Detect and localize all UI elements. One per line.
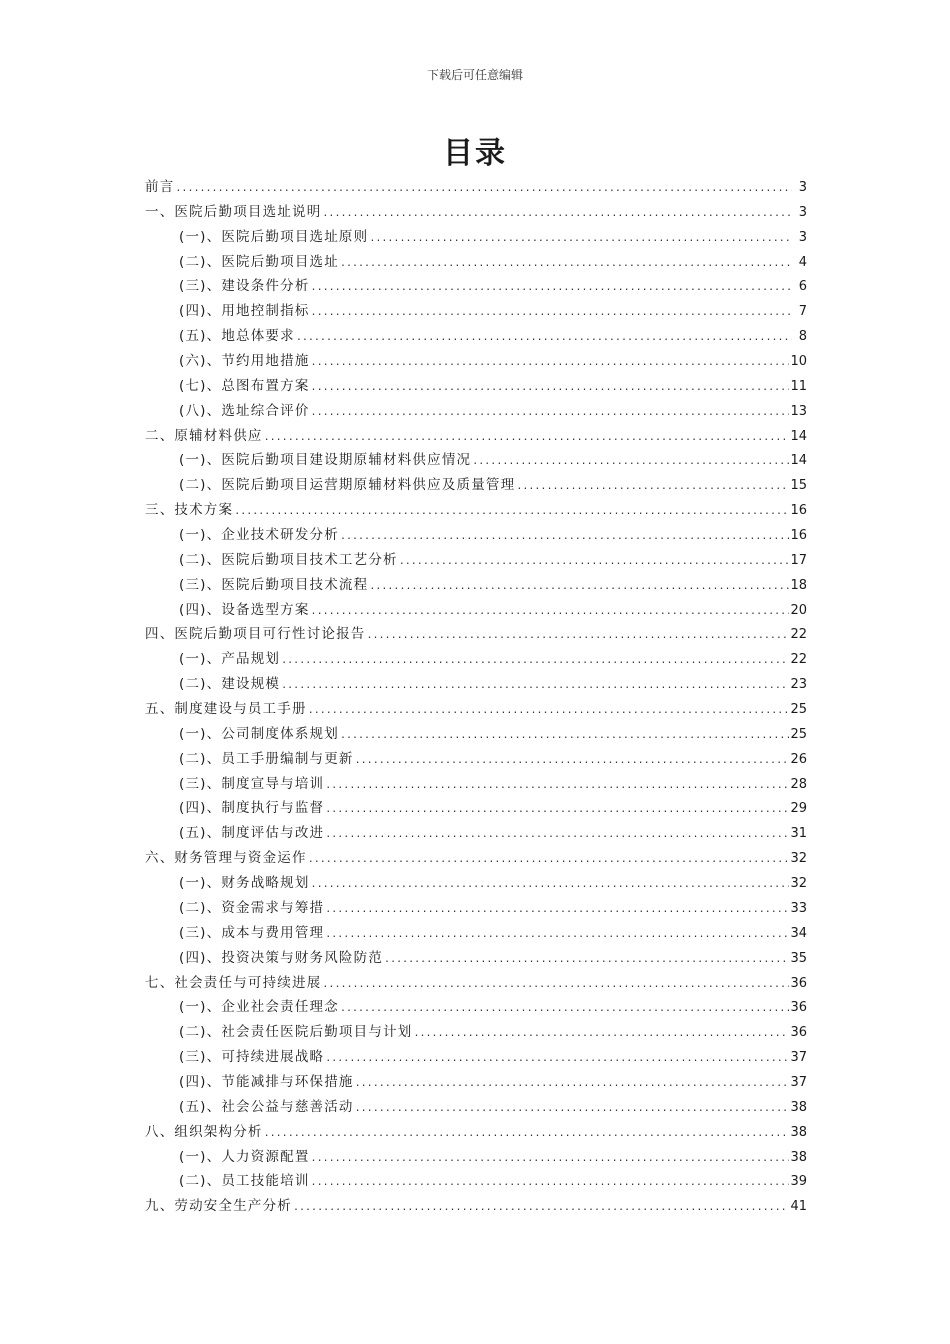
- toc-entry[interactable]: [145, 747, 807, 772]
- toc-entry-label: (一)、公司制度体系规划: [179, 725, 339, 742]
- toc-dot-leader: [311, 1171, 790, 1196]
- toc-entry-page-number: 37: [790, 1050, 807, 1066]
- toc-entry-page-number: 29: [790, 801, 807, 817]
- toc-entry[interactable]: [145, 399, 807, 424]
- toc-entry-label: (三)、制度宣导与培训: [179, 775, 325, 792]
- toc-entry-page-number: 33: [790, 900, 807, 916]
- toc-entry-page-number: 14: [790, 453, 807, 469]
- toc-title: 目录: [443, 136, 507, 171]
- toc-dot-leader: [311, 1147, 790, 1172]
- toc-entry[interactable]: [145, 299, 807, 324]
- toc-entry-page-number: 16: [790, 503, 807, 519]
- toc-entry[interactable]: [145, 374, 807, 399]
- toc-entry-page-number: 14: [790, 428, 807, 444]
- toc-entry-page-number: 11: [790, 378, 807, 394]
- toc-entry-page-number: 25: [790, 702, 807, 718]
- toc-dot-leader: [296, 326, 792, 351]
- toc-entry-page-number: 35: [790, 950, 807, 966]
- toc-entry-page-number: 26: [790, 751, 807, 767]
- toc-entry[interactable]: [145, 498, 807, 523]
- toc-entry-label: 三、技术方案: [145, 502, 234, 519]
- toc-dot-leader: [234, 500, 789, 525]
- toc-dot-leader: [311, 301, 792, 326]
- toc-entry[interactable]: [145, 598, 807, 623]
- toc-entry-label: (八)、选址综合评价: [179, 402, 310, 419]
- toc-dot-leader: [340, 724, 790, 749]
- toc-dot-leader: [325, 823, 789, 848]
- toc-entry-page-number: 38: [790, 1099, 807, 1115]
- toc-entry[interactable]: [145, 722, 807, 747]
- toc-entry[interactable]: [145, 1194, 807, 1219]
- toc-entry-page-number: 17: [790, 552, 807, 568]
- toc-entry-label: 四、医院后勤项目可行性讨论报告: [145, 626, 366, 643]
- toc-entry-label: (四)、用地控制指标: [179, 303, 310, 320]
- toc-entry-label: (三)、医院后勤项目技术流程: [179, 576, 369, 593]
- toc-entry-page-number: 38: [790, 1149, 807, 1165]
- toc-entry[interactable]: [145, 672, 807, 697]
- toc-entry-label: (二)、社会责任医院后勤项目与计划: [179, 1024, 413, 1041]
- toc-dot-leader: [369, 227, 792, 252]
- toc-entry-label: (三)、建设条件分析: [179, 278, 310, 295]
- toc-entry[interactable]: [145, 896, 807, 921]
- toc-dot-leader: [325, 923, 789, 948]
- toc-entry[interactable]: [145, 448, 807, 473]
- toc-entry-label: (一)、财务战略规划: [179, 875, 310, 892]
- toc-entry[interactable]: [145, 1145, 807, 1170]
- toc-entry-page-number: 22: [790, 652, 807, 668]
- toc-entry-label: (六)、节约用地措施: [179, 353, 310, 370]
- toc-entry-label: 五、制度建设与员工手册: [145, 701, 307, 718]
- toc-entry[interactable]: [145, 871, 807, 896]
- toc-entry-label: (二)、员工手册编制与更新: [179, 750, 354, 767]
- toc-dot-leader: [264, 426, 790, 451]
- toc-dot-leader: [325, 1047, 789, 1072]
- toc-entry-page-number: 36: [790, 1025, 807, 1041]
- header-note: 下载后可任意编辑: [426, 68, 523, 82]
- toc-entry[interactable]: [145, 1070, 807, 1095]
- toc-dot-leader: [311, 600, 790, 625]
- toc-entry[interactable]: [145, 1120, 807, 1145]
- toc-dot-leader: [175, 177, 792, 202]
- toc-entry-label: 六、财务管理与资金运作: [145, 850, 307, 867]
- toc-entry[interactable]: [145, 821, 807, 846]
- toc-entry-label: (五)、地总体要求: [179, 328, 295, 345]
- toc-entry[interactable]: [145, 250, 807, 275]
- toc-dot-leader: [322, 202, 792, 227]
- toc-dot-leader: [340, 252, 792, 277]
- toc-entry[interactable]: [145, 921, 807, 946]
- toc-entry[interactable]: [145, 473, 807, 498]
- toc-entry[interactable]: [145, 200, 807, 225]
- toc-entry[interactable]: [145, 796, 807, 821]
- toc-entry-page-number: 7: [798, 304, 807, 320]
- toc-entry[interactable]: [145, 424, 807, 449]
- toc-dot-leader: [516, 475, 789, 500]
- toc-dot-leader: [308, 848, 790, 873]
- toc-dot-leader: [325, 798, 789, 823]
- toc-dot-leader: [281, 649, 789, 674]
- toc-entry-page-number: 20: [790, 602, 807, 618]
- toc-dot-leader: [322, 973, 789, 998]
- toc-dot-leader: [367, 624, 790, 649]
- toc-entry-page-number: 38: [790, 1124, 807, 1140]
- toc-entry[interactable]: [145, 349, 807, 374]
- toc-entry-label: 前言: [145, 179, 175, 195]
- toc-entry-page-number: 32: [790, 876, 807, 892]
- toc-entry-label: (三)、成本与费用管理: [179, 924, 325, 941]
- toc-entry-page-number: 22: [790, 627, 807, 643]
- toc-entry[interactable]: [145, 622, 807, 647]
- toc-entry-page-number: 15: [790, 478, 807, 494]
- toc-entry-page-number: 32: [790, 851, 807, 867]
- toc-dot-leader: [399, 550, 790, 575]
- toc-entry-page-number: 25: [790, 726, 807, 742]
- toc-entry[interactable]: [145, 946, 807, 971]
- toc-entry-label: (四)、设备选型方案: [179, 601, 310, 618]
- toc-entry-label: 七、社会责任与可持续进展: [145, 974, 322, 991]
- toc-entry-label: (四)、投资决策与财务风险防范: [179, 949, 384, 966]
- toc-dot-leader: [413, 1022, 789, 1047]
- toc-dot-leader: [340, 525, 790, 550]
- toc-entry-page-number: 39: [790, 1174, 807, 1190]
- toc-dot-leader: [293, 1196, 789, 1221]
- toc-dot-leader: [355, 1097, 790, 1122]
- toc-dot-leader: [355, 749, 790, 774]
- toc-entry-label: (二)、资金需求与筹措: [179, 899, 325, 916]
- toc-entry[interactable]: [145, 175, 807, 200]
- toc-dot-leader: [325, 898, 789, 923]
- toc-entry-page-number: 6: [798, 279, 807, 295]
- toc-dot-leader: [264, 1122, 790, 1147]
- toc-entry-label: (二)、医院后勤项目选址: [179, 253, 339, 270]
- toc-entry[interactable]: [145, 647, 807, 672]
- toc-entry-label: 一、医院后勤项目选址说明: [145, 203, 322, 220]
- toc-entry-page-number: 3: [798, 180, 807, 195]
- toc-entry-label: (一)、企业技术研发分析: [179, 527, 339, 544]
- toc-entry-label: (二)、建设规模: [179, 676, 281, 693]
- toc-entry-page-number: 3: [798, 229, 807, 245]
- toc-entry[interactable]: [145, 274, 807, 299]
- toc-entry[interactable]: [145, 1095, 807, 1120]
- toc-entry[interactable]: [145, 995, 807, 1020]
- toc-entry[interactable]: [145, 573, 807, 598]
- toc-entry-label: 八、组织架构分析: [145, 1123, 263, 1140]
- toc-dot-leader: [311, 873, 790, 898]
- toc-entry-page-number: 13: [790, 403, 807, 419]
- toc-entry[interactable]: [145, 846, 807, 871]
- toc-dot-leader: [281, 674, 789, 699]
- toc-entry-label: (四)、节能减排与环保措施: [179, 1073, 354, 1090]
- toc-dot-leader: [355, 1072, 790, 1097]
- toc-entry-label: 九、劳动安全生产分析: [145, 1198, 292, 1215]
- toc-entry-page-number: 36: [790, 975, 807, 991]
- toc-entry-label: (五)、制度评估与改进: [179, 825, 325, 842]
- toc-dot-leader: [311, 276, 792, 301]
- toc-entry-page-number: 28: [790, 776, 807, 792]
- toc-entry[interactable]: [145, 548, 807, 573]
- toc-entry-page-number: 18: [790, 577, 807, 593]
- toc-entry-label: (二)、医院后勤项目运营期原辅材料供应及质量管理: [179, 477, 516, 494]
- toc-entry[interactable]: [145, 1169, 807, 1194]
- toc-entry-page-number: 36: [790, 1000, 807, 1016]
- toc-dot-leader: [311, 401, 790, 426]
- toc-entry-label: (二)、医院后勤项目技术工艺分析: [179, 551, 398, 568]
- toc-dot-leader: [311, 351, 790, 376]
- toc-entry-label: (一)、企业社会责任理念: [179, 999, 339, 1016]
- toc-entry-page-number: 16: [790, 528, 807, 544]
- toc-entry[interactable]: [145, 1045, 807, 1070]
- table-of-contents: [145, 175, 807, 1219]
- toc-entry-label: 二、原辅材料供应: [145, 427, 263, 444]
- toc-entry[interactable]: [145, 324, 807, 349]
- toc-dot-leader: [384, 948, 789, 973]
- toc-entry[interactable]: [145, 523, 807, 548]
- toc-dot-leader: [472, 450, 789, 475]
- toc-entry-label: (一)、医院后勤项目选址原则: [179, 228, 369, 245]
- toc-entry-page-number: 41: [790, 1199, 807, 1215]
- toc-entry-page-number: 31: [790, 826, 807, 842]
- toc-entry[interactable]: [145, 1020, 807, 1045]
- toc-entry[interactable]: [145, 772, 807, 797]
- toc-dot-leader: [325, 774, 789, 799]
- toc-entry-label: (五)、社会公益与慈善活动: [179, 1098, 354, 1115]
- toc-entry-page-number: 23: [790, 677, 807, 693]
- toc-entry[interactable]: [145, 697, 807, 722]
- toc-entry-label: (四)、制度执行与监督: [179, 800, 325, 817]
- toc-entry[interactable]: [145, 225, 807, 250]
- toc-entry[interactable]: [145, 971, 807, 996]
- toc-dot-leader: [308, 699, 790, 724]
- toc-entry-page-number: 4: [798, 254, 807, 270]
- toc-dot-leader: [340, 997, 790, 1022]
- toc-entry-page-number: 3: [798, 204, 807, 220]
- toc-entry-label: (一)、医院后勤项目建设期原辅材料供应情况: [179, 452, 472, 469]
- toc-entry-label: (一)、产品规划: [179, 651, 281, 668]
- toc-dot-leader: [369, 575, 789, 600]
- toc-entry-label: (三)、可持续进展战略: [179, 1049, 325, 1066]
- toc-entry-page-number: 34: [790, 925, 807, 941]
- toc-entry-page-number: 37: [790, 1074, 807, 1090]
- toc-dot-leader: [311, 376, 790, 401]
- toc-entry-label: (七)、总图布置方案: [179, 377, 310, 394]
- toc-entry-label: (一)、人力资源配置: [179, 1148, 310, 1165]
- toc-entry-label: (二)、员工技能培训: [179, 1173, 310, 1190]
- toc-entry-page-number: 10: [790, 354, 807, 370]
- toc-entry-page-number: 8: [798, 329, 807, 345]
